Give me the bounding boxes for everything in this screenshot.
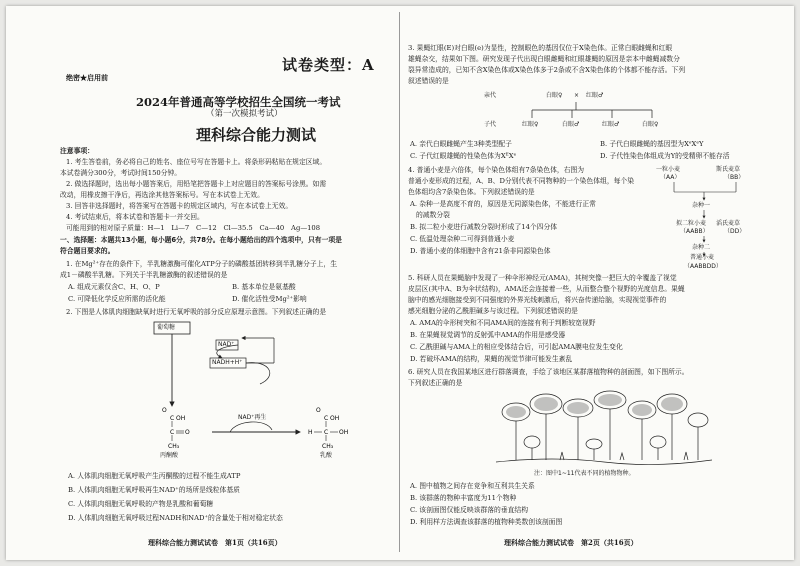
svg-text:O: O (162, 407, 167, 414)
cross-symbol: × (574, 92, 580, 99)
q4-option-b: B. 拟二粒小麦进行减数分裂时形成了14个四分体 (410, 223, 558, 231)
svg-text:CH₃: CH₃ (168, 443, 180, 450)
svg-text:C: C (170, 429, 175, 436)
note-line: 4. 考试结束后，将本试卷和答题卡一并交回。 (66, 213, 204, 221)
hybrid-one-label: 杂种一 (692, 202, 711, 209)
secret-label: 绝密★启用前 (66, 73, 108, 82)
offspring-item: 红眼♂ (602, 121, 620, 128)
emmer-label: 拟二粒小麦 (676, 220, 707, 227)
q6-stem: 下列叙述正确的是 (408, 379, 463, 387)
hybrid-two-label: 杂种二 (692, 244, 711, 251)
svg-text:OH: OH (330, 415, 340, 422)
q5-option-b: B. 在果蝇视觉调节的反射弧中AMA的作用是感受器 (410, 331, 566, 339)
svg-text:O: O (185, 429, 190, 436)
q1-stem: 成1－磷酸半乳糖。下列关于半乳糖激酶的叙述错误的是 (60, 271, 228, 279)
goatgrass-d-genome: （DD） (724, 228, 746, 235)
q5-stem: 脑中的感光细胞接受到不同强度的外界光线刺激后，将兴奋传递给脑，实现视觉事件的 (408, 296, 667, 304)
exam-sub-title: （第一次模拟考试） (206, 109, 283, 119)
note-line: 3. 回答非选择题时，将答案写在答题卡的规定区域内，写在本试卷上无效。 (66, 202, 293, 210)
q1-option-a: A. 组成元素仅含C、H、O、P (68, 283, 160, 291)
parent-female: 白眼♀ (546, 92, 563, 99)
einkorn-genome: （AA） (660, 174, 681, 181)
svg-text:H: H (308, 429, 313, 436)
exam-type-label: 试卷类型：A (282, 56, 375, 74)
q4-stem: 色体组均含7条染色体。下列叙述错误的是 (408, 188, 535, 196)
svg-text:C: C (170, 415, 175, 422)
q3-option-b: B. 子代白眼雌蝇的基因型为XᵉXᵉY (600, 140, 704, 148)
offspring-item: 白眼♀ (642, 121, 659, 128)
q3-option-d: D. 子代性染色体组成为Y的受精卵不能存活 (600, 152, 730, 160)
parents-label: 亲代 (484, 92, 497, 99)
cross-diagram (484, 90, 684, 134)
einkorn-label: 一粒小麦 (656, 166, 681, 173)
lactate-label: 乳酸 (320, 452, 333, 459)
q5-option-d: D. 若破坏AMA的结构，果蝇的视觉节律可能发生紊乱 (410, 355, 573, 363)
atomic-mass-line: 可能用到的相对原子质量：H—1 Li—7 C—12 Cl—35.5 Ca—40 Ag—108 (66, 224, 321, 232)
page-footer: 理科综合能力测试试卷 第2页（共16页） (504, 538, 638, 547)
svg-text:C: C (324, 429, 329, 436)
nadh-label: NADH+H⁺ (212, 359, 243, 366)
q4-stem: 普通小麦形成的过程，A、B、D分别代表不同物种的一个染色体组，每个染 (408, 177, 635, 185)
q3-stem: 裂异常造成的，已知不含X染色体或X染色体多于2条或不含X染色体的个体都不能存活。下列 (408, 66, 686, 74)
q5-option-c: C. 乙酰胆碱与AMA上的相应受体结合后，可引起AMA膜电位发生变化 (410, 343, 623, 351)
plant-sketch (494, 390, 714, 468)
exam-page-2 (404, 6, 790, 560)
section-heading: 符合题目要求的。 (60, 247, 115, 255)
q5-stem: 皮层区(其中A、B为伞状结构)，AMA还会连接着一些，从而整合整个视野的光度信息。果蝇 (408, 285, 685, 293)
q5-option-a: A. AMA的伞形树突和不同AMA间的连接有利于判断较宽视野 (410, 319, 596, 327)
goatgrass-d-label: 滔氏麦草 (716, 220, 741, 227)
offspring-item: 白眼♂ (562, 121, 580, 128)
note-line: 1. 考生答卷前，务必将自己的姓名、座位号写在答题卡上。将条形码粘贴在规定区域。 (66, 158, 327, 166)
q6-stem: 6. 研究人员在我国某地区进行群落调查，手绘了该地区某群落植物种的剖面图，如下图所示。 (408, 368, 689, 376)
nad-label: NAD⁺ (218, 341, 235, 348)
glucose-label: 葡萄糖 (157, 324, 176, 331)
q3-stem: 雄蝇杂交，结果如下图。研究发现子代出现白眼雌蝇和红眼雄蝇的原因是亲本中雌蝇减数分 (408, 55, 680, 63)
exam-sheet (6, 6, 794, 560)
offspring-label: 子代 (484, 121, 497, 128)
q2-stem: 2. 下图是人体肌肉细胞缺氧时进行无氧呼吸的部分反应原理示意图。下列叙述正确的是 (66, 308, 327, 316)
q6-option-d: D. 利用样方法调查该群落的植物种类数创该剖面图 (410, 518, 563, 526)
q3-option-c: C. 子代红眼雄蝇的性染色体为XᴱXᵉ (410, 152, 517, 160)
q4-stem: 4. 普通小麦是六倍体，每个染色体组有7条染色体，右图为 (408, 166, 585, 174)
community-profile-drawing (494, 390, 714, 468)
nad-regeneration-label: NAD⁺再生 (238, 414, 267, 421)
q6-figure-note: 注：图中1~11代表不同的植物物种。 (534, 470, 635, 477)
q2-option-a: A. 人体肌肉细胞无氧呼吸产生丙酮酸的过程不能生成ATP (68, 472, 241, 480)
q3-stem: 3. 果蝇红眼(E)对白眼(e)为显性，控制眼色的基因仅位于X染色体。正常白眼雌蝇和红眼 (408, 44, 673, 52)
svg-text:OH: OH (176, 415, 186, 422)
note-line: 改动，用橡皮擦干净后，再选涂其他答案标号。写在本试卷上无效。 (60, 191, 264, 199)
q1-option-b: B. 基本单位是氨基酸 (232, 283, 296, 291)
note-line: 2. 做选择题时，选出每小题答案后，用铅笔把答题卡上对应题目的答案标号涂黑。如需 (66, 180, 327, 188)
svg-text:O: O (316, 407, 321, 414)
goatgrass-b-genome: （BB） (724, 174, 745, 181)
wheat-evolution-diagram (654, 164, 782, 264)
q3-option-a: A. 亲代白眼雌蝇产生3种类型配子 (410, 140, 512, 148)
notes-header: 注意事项： (60, 147, 94, 155)
q4-option-a-cont: 的减数分裂 (416, 211, 450, 219)
svg-text:OH: OH (339, 429, 349, 436)
svg-text:CH₃: CH₃ (322, 443, 334, 450)
q5-stem: 感光细胞分泌的乙酰胆碱多与该过程。下列叙述错误的是 (408, 307, 578, 315)
q1-stem: 1. 在Mg²⁺存在的条件下，半乳糖激酶可催化ATP分子的磷酸基团转移到半乳糖分子上，生 (66, 260, 338, 268)
page-divider (399, 12, 400, 552)
q3-stem: 叙述错误的是 (408, 77, 449, 85)
svg-text:C: C (324, 415, 329, 422)
q1-option-d: D. 催化活性受Mg²⁺影响 (232, 295, 307, 303)
q6-option-a: A. 图中植物之间存在竞争和互利共生关系 (410, 482, 535, 490)
q6-option-c: C. 该剖面图仅能反映该群落的垂直结构 (410, 506, 529, 514)
common-wheat-genome: （AABBDD） (684, 263, 722, 270)
q2-option-c: C. 人体肌肉细胞无氧呼吸的产物是乳酸和葡萄糖 (68, 500, 214, 508)
emmer-genome: （AABB） (680, 228, 709, 235)
pyruvate-label: 丙酮酸 (160, 452, 179, 459)
q5-stem: 5. 科研人员在果蝇脑中发现了一种伞形神经元(AMA)，其树突像一把巨大的伞覆盖了视觉 (408, 274, 677, 282)
q1-option-c: C. 可降低化学反应所需的活化能 (68, 295, 166, 303)
goatgrass-b-label: 斯氏麦草 (716, 166, 741, 173)
note-line: 本试卷满分300分，考试时间150分钟。 (60, 169, 182, 177)
q6-option-b: B. 该群落的物种丰富度为11个物种 (410, 494, 517, 502)
q4-option-a: A. 杂种一是高度不育的，原因是无同源染色体，不能进行正常 (410, 200, 596, 208)
section-heading: 一、选择题：本题共13小题，每小题6分，共78分。在每小题给出的四个选项中，只有一项是 (60, 236, 342, 244)
exam-main-title: 2024年普通高等学校招生全国统一考试 (136, 95, 341, 109)
parent-male: 红眼♂ (586, 92, 604, 99)
exam-page-1 (10, 6, 396, 560)
q4-option-d: D. 普通小麦的体细胞中含有21条非同源染色体 (410, 247, 551, 255)
offspring-item: 红眼♀ (522, 121, 539, 128)
subject-title: 理科综合能力测试 (196, 126, 317, 144)
page-footer: 理科综合能力测试试卷 第1页（共16页） (148, 538, 282, 547)
common-wheat-label: 普通小麦 (690, 254, 715, 261)
q2-option-b: B. 人体肌肉细胞无氧呼吸再生NAD⁺的场所是线粒体基质 (68, 486, 240, 494)
q2-option-d: D. 人体肌肉细胞无氧呼吸过程NADH和NAD⁺的含量处于相对稳定状态 (68, 514, 283, 522)
q4-option-c: C. 低温处理杂种二可得到普通小麦 (410, 235, 515, 243)
